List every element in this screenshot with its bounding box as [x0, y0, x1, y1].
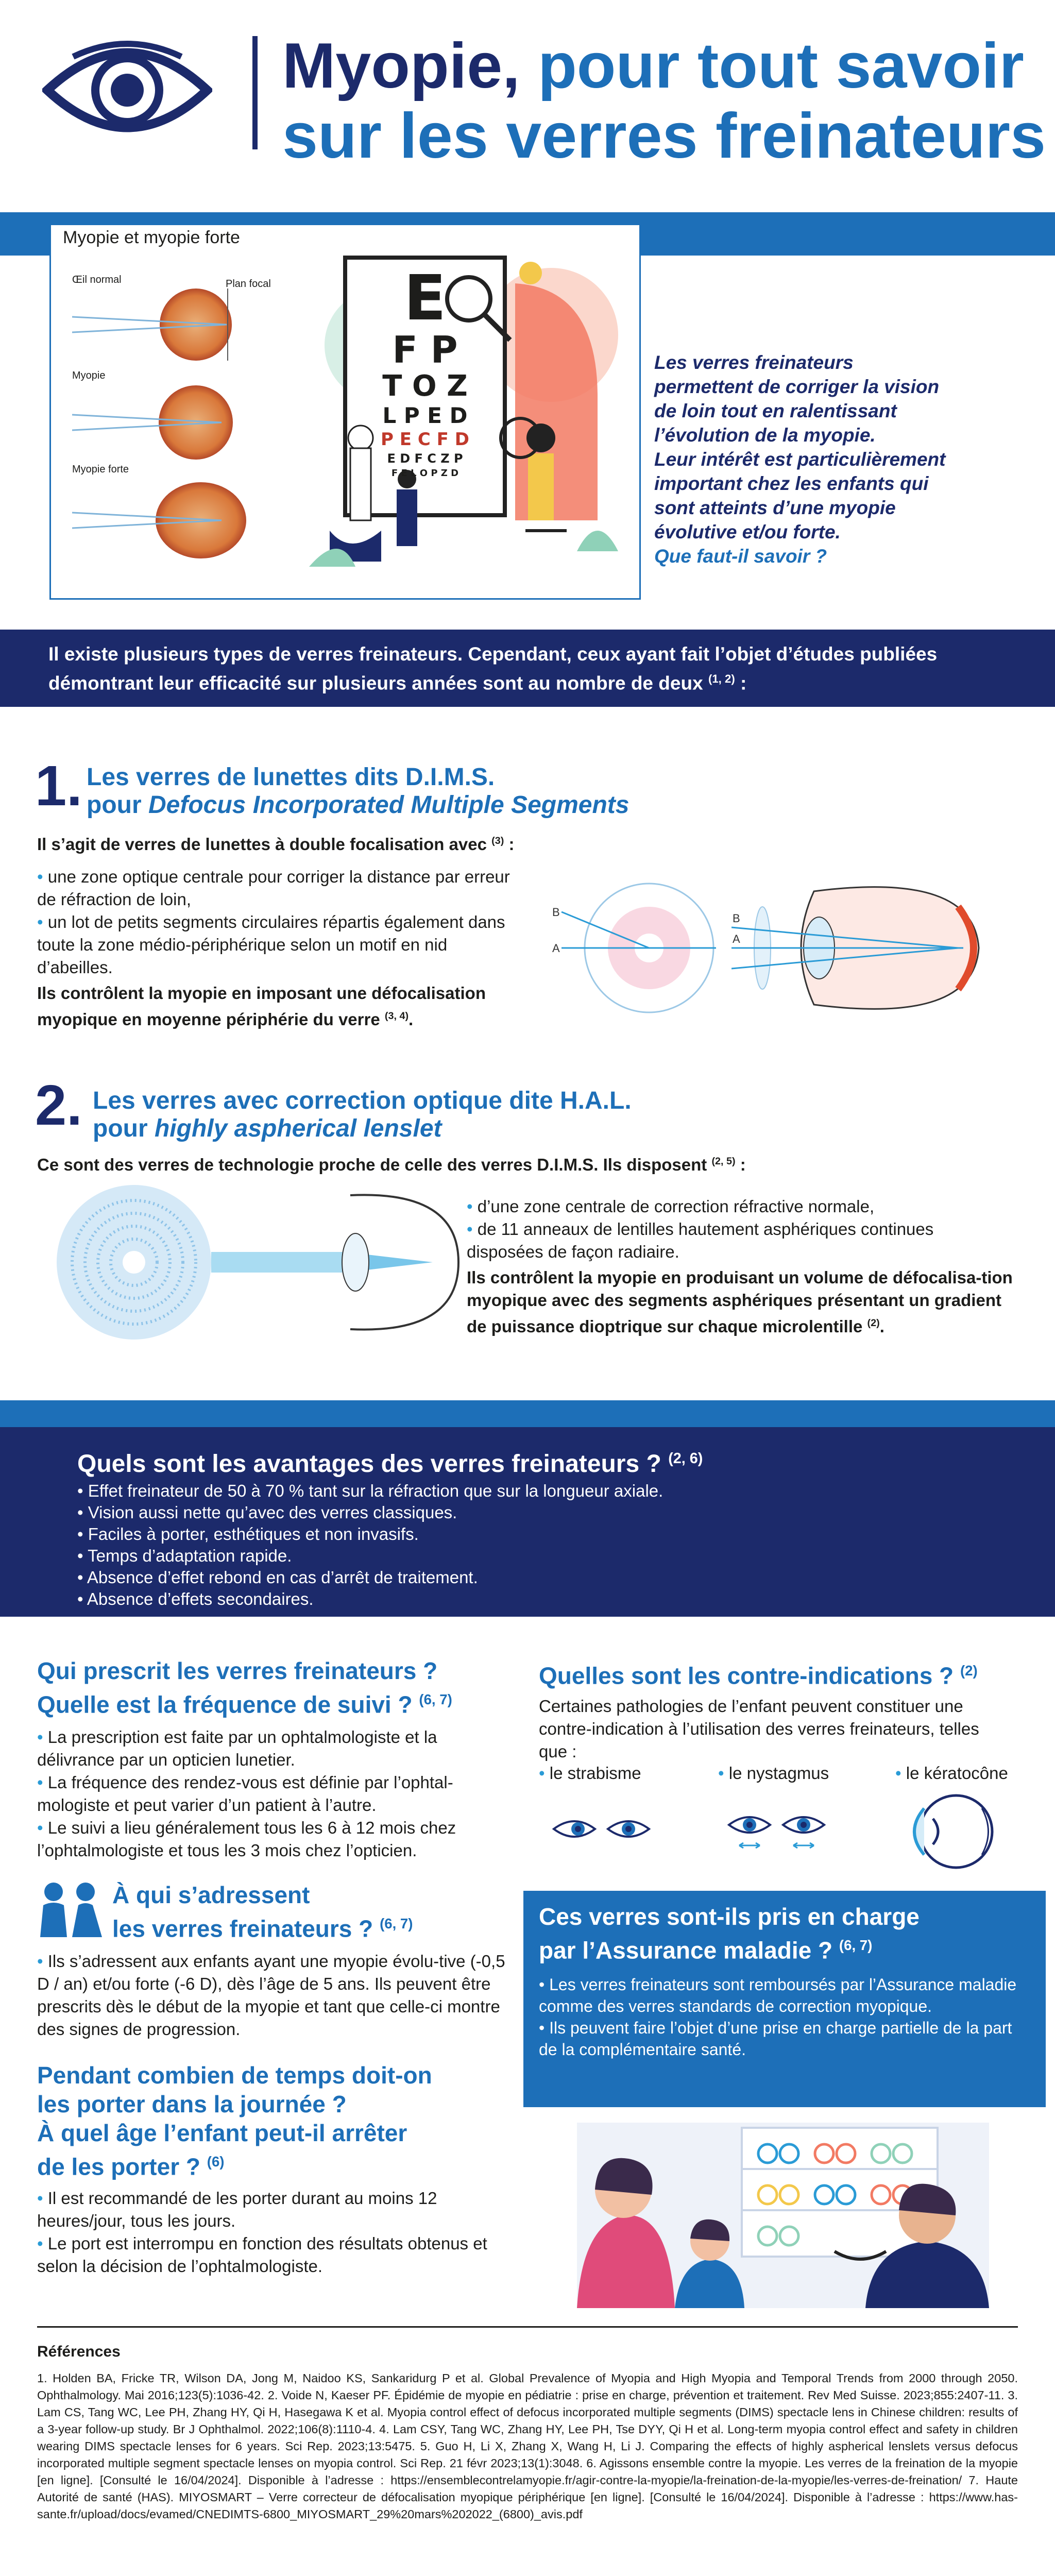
- duration-title-line2: les porter dans la journée ?: [37, 2091, 347, 2117]
- chart-row-2: F P: [392, 328, 458, 371]
- conclusion-ref: (2): [867, 1317, 880, 1329]
- section1-intro-text: Il s’agit de verres de lunettes à double focalisation avec: [37, 835, 487, 854]
- benefit-text: Faciles à porter, esthétiques et non invasifs.: [88, 1524, 419, 1544]
- types-line1: Il existe plusieurs types de verres freinateurs. Cependant, ceux ayant fait l’objet d’études publiées: [48, 643, 938, 665]
- section2-title-line1: Les verres avec correction optique dite H.A.L.: [93, 1087, 632, 1114]
- coverage-title-line2: par l’Assurance maladie ?: [539, 1937, 833, 1964]
- section1-title-line1: Les verres de lunettes dits D.I.M.S.: [87, 764, 495, 791]
- benefit-text: Absence d’effets secondaires.: [87, 1589, 314, 1608]
- benefits-stripe: [0, 1400, 1055, 1427]
- list-item: • Ils s’adressent aux enfants ayant une myopie évolu-tive (-0,5 D / an) et/ou forte (-6 D), dès l’âge de 5 ans. Ils peuvent être prescrits dès le début de la myopie et tant que celle-ci montre des signes de progression.: [37, 1952, 505, 2039]
- types-text: [48, 642, 1027, 696]
- section2-title-italic: highly aspherical lenslet: [154, 1115, 442, 1142]
- contra-text: le nystagmus: [728, 1764, 829, 1783]
- coverage-title-ref: (6, 7): [839, 1937, 873, 1953]
- intro-line: l’évolution de la myopie.: [654, 425, 876, 446]
- title-part2: pour tout savoir: [538, 30, 1024, 101]
- prescriber-title: [37, 1656, 511, 1719]
- references-divider: [37, 2326, 1018, 2328]
- benefits-title-ref: (2, 6): [668, 1450, 703, 1467]
- list-item: • Vision aussi nette qu’avec des verres classiques.: [77, 1503, 457, 1522]
- section1-intro-ref: (3): [491, 835, 504, 846]
- nystagmus-eyes-icon: [726, 1809, 829, 1851]
- audience-title: [112, 1880, 514, 1943]
- dims-eye-diagram: [731, 871, 989, 1025]
- keratoconus-eye-icon: [905, 1788, 997, 1875]
- duration-title-line3: À quel âge l’enfant peut-il arrêter: [37, 2120, 407, 2146]
- intro-line: sont atteints d’une myopie: [654, 497, 896, 518]
- references-title: Références: [37, 2343, 121, 2360]
- eye-cross-section-icon: [72, 289, 247, 562]
- prescriber-title-ref: (6, 7): [419, 1691, 452, 1707]
- hal-lens-diagram: [41, 1180, 464, 1345]
- section1-conclusion: Ils contrôlent la myopie en imposant une défocalisation myopique en moyenne périphérie du verre $^{(3, 4)}$.: [37, 984, 486, 1029]
- list-item: • La prescription est faite par un ophtalmologiste et la délivrance par un opticien lunetier.: [37, 1727, 437, 1769]
- header-divider: [252, 36, 258, 149]
- coverage-content: [539, 1902, 1033, 2060]
- svg-text:B: B: [552, 906, 560, 919]
- intro-line: Les verres freinateurs: [654, 352, 854, 373]
- section1-title-prefix: pour: [87, 791, 148, 819]
- section2-title-prefix: pour: [93, 1115, 155, 1142]
- coverage-text: Ils peuvent faire l’objet d’une prise en charge partielle de la part de la complémentaire santé.: [539, 2019, 1012, 2059]
- bullet-text: d’une zone centrale de correction réfractive normale,: [477, 1197, 875, 1216]
- coverage-title-line1: Ces verres sont-ils pris en charge: [539, 1903, 920, 1930]
- intro-line: évolutive et/ou forte.: [654, 521, 841, 543]
- list-item: • Faciles à porter, esthétiques et non invasifs.: [77, 1524, 419, 1544]
- list-item: • Absence d’effets secondaires.: [77, 1589, 314, 1608]
- bullet-text: Le port est interrompu en fonction des résultats obtenus et selon la décision de l’ophtalmologiste.: [37, 2234, 487, 2276]
- duration-title: [37, 2061, 521, 2181]
- contra-title: [539, 1656, 1033, 1690]
- page-title: [282, 31, 1046, 171]
- svg-text:A: A: [733, 933, 740, 945]
- dims-lens-diagram: [546, 876, 731, 1020]
- section1-intro-end: :: [504, 835, 515, 854]
- chart-row-5: P E C F D: [381, 429, 469, 450]
- list-item: • Le port est interrompu en fonction des résultats obtenus et selon la décision de l’ophtalmologiste.: [37, 2234, 487, 2276]
- benefits-title: Quels sont les avantages des verres freinateurs ?: [77, 1450, 661, 1478]
- chart-row-7: F E L O P Z D: [391, 468, 459, 479]
- svg-text:A: A: [552, 942, 560, 955]
- list-item: • Ils peuvent faire l’objet d’une prise en charge partielle de la part de la complémentaire santé.: [539, 2019, 1012, 2059]
- contra-text: le strabisme: [549, 1764, 641, 1783]
- types-ref: (1, 2): [708, 672, 735, 685]
- chart-row-3: T O Z: [382, 369, 468, 403]
- prescriber-title-line1: Qui prescrit les verres freinateurs ?: [37, 1657, 438, 1684]
- list-item: • Effet freinateur de 50 à 70 % tant sur la réfraction que sur la longueur axiale.: [77, 1481, 663, 1500]
- list-item: • Temps d’adaptation rapide.: [77, 1546, 292, 1565]
- chart-row-1: E: [404, 263, 446, 334]
- list-item: • un lot de petits segments circulaires répartis également dans toute la zone médio-périphérique selon un motif en nid d’abeilles.: [37, 912, 505, 977]
- list-item: • d’une zone centrale de correction réfractive normale,: [467, 1197, 875, 1216]
- audience-title-line2: les verres freinateurs ?: [112, 1915, 373, 1942]
- section2-intro: [37, 1150, 746, 1176]
- children-icon: [34, 1880, 106, 1937]
- list-item: • La fréquence des rendez-vous est définie par l’ophtal-mologiste et peut varier d’un patient à l’autre.: [37, 1773, 453, 1815]
- types-colon: :: [735, 672, 747, 694]
- list-item: • Il est recommandé de les porter durant au moins 12 heures/jour, tous les jours.: [37, 2189, 437, 2230]
- bullet-text: un lot de petits segments circulaires répartis également dans toute la zone médio-périphérique selon un motif en nid d’abeilles.: [37, 912, 505, 977]
- audience-title-ref: (6, 7): [380, 1916, 413, 1931]
- bullet-text: une zone optique centrale pour corriger la distance par erreur de réfraction de loin,: [37, 867, 510, 909]
- contra-item-keratocone: • le kératocône: [895, 1764, 1008, 1783]
- label-myopie: Myopie: [72, 370, 106, 381]
- chart-letters: [345, 263, 505, 480]
- conclusion-ref: (3, 4): [384, 1010, 409, 1022]
- references-text: 1. Holden BA, Fricke TR, Wilson DA, Jong M, Naidoo KS, Sankaridurg P et al. Global Prevalence of Myopia and High Myopia and Temporal Trends from 2000 through 2050. Ophthalmology. Mai 2016;123(5):1036-42. 2. Voide N, Kaeser PF. Épidémie de myopie en pédiatrie : prise en charge, prévention et traitement. Rev Med Suisse. 2023;855:2407-11. 3. Lam CS, Tang WC, Lee PH, Zhang HY, Qi H, Hasegawa K et al. Myopia control effect of defocus incorporated multiple segments (DIMS) spectacle lens in Chinese children: results of a 3-year follow-up study. Br J Ophthalmol. 2022;106(8):1110-4. 4. Lam CSY, Tang WC, Zhang HY, Lee PH, Tse DYY, Qi H et al. Long-term myopia control effect and safety in children wearing DIMS spectacle lenses for 6 years. Sci Rep. 2023;13:5475. 5. Guo H, Li X, Zhang X, Wang H, Li J. Comparing the effects of highly aspherical lenslets versus defocus incorporated multiple segment spectacle lenses on myopia control. Sci Rep. 21 févr 2023;13(1):3048. 6. Agissons ensemble contre la myopie. Les verres de la freination de la myopie [en ligne]. [Consulté le 16/04/2024]. Disponible à l’adresse : https://ensemblecontrelamyopie.fr/agir-contre-la-myopie/la-freination-de-la-myopie/les-verres-de-freination/ 7. Haute Autorité de santé (HAS). MIYOSMART – Verre correcteur de défocalisation myopique périphérique [en ligne]. [Consulté le 16/04/2024]. Disponible à l’adresse : https://www.has-sante.fr/upload/docs/evamed/CNEDIMTS-6800_MIYOSMART_29%20mars%202022_(6800)_avis.pdf: [37, 2371, 1018, 2521]
- section2-intro-ref: (2, 5): [711, 1156, 736, 1167]
- bullet-text: de 11 anneaux de lentilles hautement asphériques continues disposées de façon radiaire.: [467, 1219, 934, 1261]
- bullet-text: Le suivi a lieu généralement tous les 6 à 12 mois chez l’ophtalmologiste et tous les 3 mois chez l’opticien.: [37, 1818, 456, 1860]
- contra-text: le kératocône: [906, 1764, 1008, 1783]
- bullet-text: Ils s’adressent aux enfants ayant une myopie évolu-tive (-0,5 D / an) et/ou forte (-6 D), dès l’âge de 5 ans. Ils peuvent être prescrits dès le début de la myopie et tant que celle-ci montre des signes de progression.: [37, 1952, 505, 2039]
- list-item: • une zone optique centrale pour corriger la distance par erreur de réfraction de loin,: [37, 867, 510, 909]
- section1-intro: [37, 829, 515, 856]
- intro-line: permettent de corriger la vision: [654, 376, 940, 397]
- title-part1: Myopie,: [282, 30, 520, 101]
- conclusion-text: Ils contrôlent la myopie en produisant un volume de défocalisa-tion myopique avec des segments asphériques présentant un gradient de puissance dioptrique sur chaque microlentille: [467, 1268, 1013, 1336]
- chart-row-4: L P E D: [382, 403, 468, 428]
- intro-line: de loin tout en ralentissant: [654, 400, 897, 421]
- benefit-text: Temps d’adaptation rapide.: [88, 1546, 292, 1565]
- types-line2: démontrant leur efficacité sur plusieurs années sont au nombre de deux: [48, 672, 703, 694]
- contra-title-ref: (2): [960, 1663, 978, 1679]
- section2-title: [93, 1087, 632, 1143]
- conclusion-text: Ils contrôlent la myopie en imposant une défocalisation myopique en moyenne périphérie du verre: [37, 984, 486, 1029]
- section2-conclusion: Ils contrôlent la myopie en produisant un volume de défocalisa-tion myopique avec des segments asphériques présentant un gradient de puissance dioptrique sur chaque microlentille $^{(2)}$.: [467, 1268, 1013, 1336]
- section2-intro-text: Ce sont des verres de technologie proche de celle des verres D.I.M.S. Ils disposent: [37, 1155, 707, 1174]
- section1-number: 1.: [35, 754, 82, 818]
- prescriber-title-line2: Quelle est la fréquence de suivi ?: [37, 1691, 413, 1718]
- benefit-text: Effet freinateur de 50 à 70 % tant sur la réfraction que sur la longueur axiale.: [88, 1481, 663, 1500]
- section2-bullets: [467, 1195, 1013, 1338]
- list-item: • de 11 anneaux de lentilles hautement asphériques continues disposées de façon radiaire.: [467, 1219, 934, 1261]
- figure-title: Myopie et myopie forte: [63, 228, 240, 247]
- list-item: • Absence d’effet rebond en cas d’arrêt de traitement.: [77, 1568, 478, 1587]
- contra-item-nystagmus: • le nystagmus: [718, 1764, 829, 1783]
- contra-item-strabisme: • le strabisme: [539, 1764, 641, 1783]
- coverage-text: Les verres freinateurs sont remboursés par l’Assurance maladie comme des verres standards de correction myopique.: [539, 1975, 1017, 2016]
- label-plan-focal: Plan focal: [226, 278, 271, 290]
- section2-number: 2.: [35, 1074, 82, 1137]
- contra-title-text: Quelles sont les contre-indications ?: [539, 1662, 954, 1689]
- strabismus-eyes-icon: [551, 1814, 654, 1844]
- benefits-content: [77, 1444, 1005, 1610]
- duration-title-ref: (6): [207, 2154, 225, 2170]
- prescriber-bullets: [37, 1726, 511, 1862]
- audience-title-line1: À qui s’adressent: [112, 1882, 310, 1908]
- benefit-text: Absence d’effet rebond en cas d’arrêt de traitement.: [87, 1568, 478, 1587]
- intro-line: Leur intérêt est particulièrement: [654, 449, 946, 470]
- optician-shop-illustration: [546, 2112, 1020, 2308]
- label-normal: Œil normal: [72, 274, 122, 285]
- title-line2: sur les verres freinateurs: [282, 100, 1046, 172]
- section1-bullets: [37, 866, 521, 1031]
- intro-text: [654, 350, 1025, 568]
- duration-title-line1: Pendant combien de temps doit-on: [37, 2062, 432, 2089]
- intro-question: Que faut-il savoir ?: [654, 546, 827, 567]
- duration-title-line4: de les porter ?: [37, 2153, 200, 2180]
- section1-title-italic: Defocus Incorporated Multiple Segments: [148, 791, 629, 819]
- svg-text:B: B: [733, 912, 740, 925]
- duration-bullets: [37, 2187, 511, 2278]
- intro-line: important chez les enfants qui: [654, 473, 929, 494]
- bullet-text: La prescription est faite par un ophtalmologiste et la délivrance par un opticien lunetier.: [37, 1727, 437, 1769]
- contra-intro: Certaines pathologies de l’enfant peuvent constituer une contre-indication à l’utilisation des verres freinateurs, telles que :: [539, 1697, 979, 1761]
- audience-bullets: [37, 1950, 511, 2041]
- bullet-text: La fréquence des rendez-vous est définie par l’ophtal-mologiste et peut varier d’un patient à l’autre.: [37, 1773, 453, 1815]
- bullet-text: Il est recommandé de les porter durant au moins 12 heures/jour, tous les jours.: [37, 2189, 437, 2230]
- list-item: • Les verres freinateurs sont remboursés par l’Assurance maladie comme des verres standards de correction myopique.: [539, 1975, 1017, 2016]
- section2-intro-end: :: [735, 1155, 746, 1174]
- eye-logo-icon: [42, 36, 212, 144]
- list-item: • Le suivi a lieu généralement tous les 6 à 12 mois chez l’ophtalmologiste et tous les 3 mois chez l’opticien.: [37, 1818, 456, 1860]
- chart-row-6: E D F C Z P: [387, 451, 463, 466]
- label-myopie-forte: Myopie forte: [72, 464, 129, 475]
- section1-title: [87, 764, 629, 819]
- benefit-text: Vision aussi nette qu’avec des verres classiques.: [88, 1503, 457, 1522]
